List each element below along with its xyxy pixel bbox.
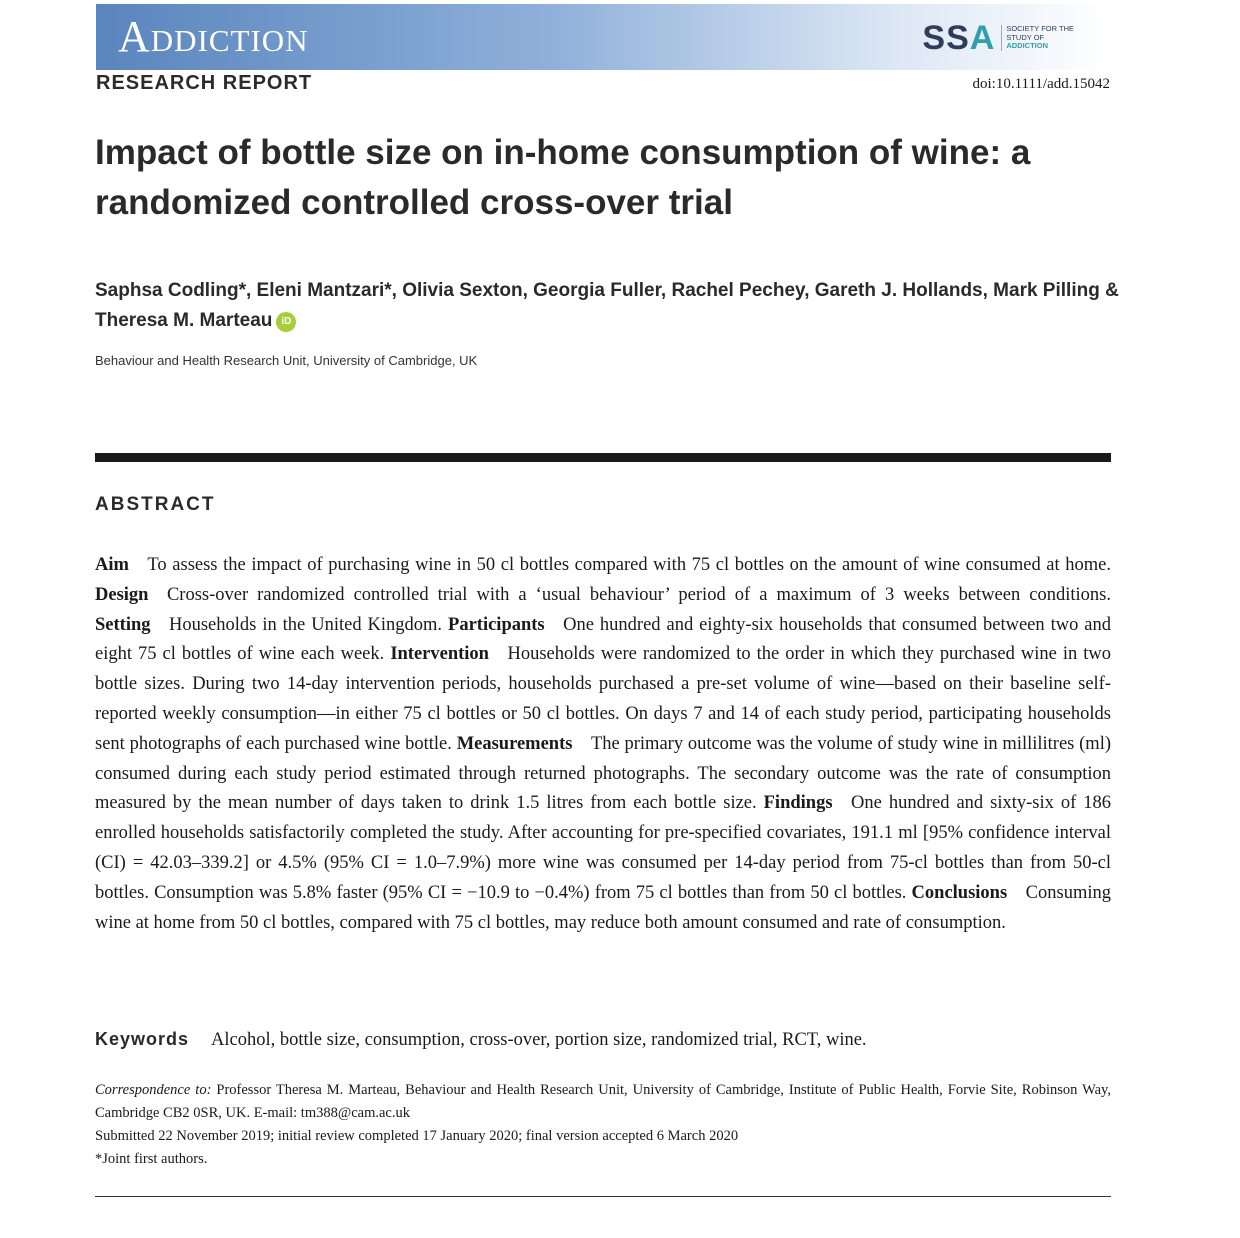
orcid-icon[interactable]: iD <box>276 312 296 332</box>
submission-dates: Submitted 22 November 2019; initial review completed 17 January 2020; final version accepted 6 March 2020 <box>95 1128 739 1144</box>
author-names: Saphsa Codling*, Eleni Mantzari*, Olivia Sexton, Georgia Fuller, Rachel Pechey, Gareth J. Hollands, Mark Pilling & Theresa M. Marteau <box>95 280 1119 331</box>
section-divider <box>95 453 1111 462</box>
ssa-tagline-line-1: SOCIETY FOR THE <box>1006 24 1074 34</box>
abstract-label-conclusions: Conclusions <box>911 882 1008 903</box>
report-type-label: RESEARCH REPORT <box>96 72 313 94</box>
abstract-body <box>95 551 1111 938</box>
abstract-text-design: Cross-over randomized controlled trial with a ‘usual behaviour’ period of a maximum of 3 weeks between conditions. <box>166 584 1111 605</box>
abstract-text-participants: One hundred and eighty-six households that consumed between two and eight 75 cl bottles of wine each week. <box>95 614 1112 665</box>
ssa-tagline-line-3: ADDICTION <box>1006 41 1049 51</box>
bottom-divider <box>95 1196 1111 1197</box>
abstract-label-intervention: Intervention <box>390 644 489 665</box>
keywords <box>95 1025 1111 1054</box>
abstract-text-intervention: Households were randomized to the order in which they purchased wine in two bottle sizes. During two 14-day intervention periods, households purchased a pre-set volume of wine—based on their baseline self-reported weekly consumption—in either 75 cl bottles or 50 cl bottles. On days 7 and 14 of each study period, participating households sent photographs of each purchased wine bottle. <box>95 644 1112 754</box>
abstract-label-design: Design <box>95 584 149 605</box>
keywords-text: Alcohol, bottle size, consumption, cross-over, portion size, randomized trial, RCT, wine. <box>211 1030 867 1050</box>
correspondence-label: Correspondence to: <box>95 1082 212 1098</box>
abstract-label-participants: Participants <box>448 614 545 635</box>
abstract-label-setting: Setting <box>95 614 151 635</box>
ssa-logo-letter-accent: A <box>969 19 996 57</box>
ssa-logo-letters-dark: SS <box>922 19 970 57</box>
abstract-text-findings: One hundred and sixty-six of 186 enrolled households satisfactorily completed the study. After accounting for pre-specified covariates, 191.1 ml [95% confidence interval (CI) = 42.03–339.2] or 4.5% (95% CI = 1.0–7.9%) more wine was consumed per 14-day period from 75-cl bottles than from 50-cl bottles. Consumption was 5.8% faster (95% CI = −10.9 to −0.4%) from 75 cl bottles than from 50 cl bottles. <box>95 793 1111 903</box>
abstract-label-aim: Aim <box>95 555 129 575</box>
ssa-logo-letters <box>922 20 995 56</box>
article-title: Impact of bottle size on in-home consumption of wine: a randomized controlled cross-over trial <box>95 133 1031 222</box>
correspondence-text: Professor Theresa M. Marteau, Behaviour and Health Research Unit, University of Cambridge, Institute of Public Health, Forvie Site, Robinson Way, Cambridge CB2 0SR, UK. E-mail: tm388@cam.ac.uk <box>95 1082 1111 1121</box>
joint-authors-note: *Joint first authors. <box>95 1151 208 1167</box>
ssa-logo-tagline <box>1001 25 1074 51</box>
journal-banner <box>96 4 1110 70</box>
affiliation: Behaviour and Health Research Unit, University of Cambridge, UK <box>95 353 478 368</box>
ssa-logo <box>922 18 1074 58</box>
footnotes <box>95 1079 1111 1171</box>
abstract-text-setting: Households in the United Kingdom. <box>169 614 443 635</box>
correspondence <box>95 1079 1111 1125</box>
keywords-label: Keywords <box>95 1029 190 1049</box>
abstract-text-conclusions: Consuming wine at home from 50 cl bottles, compared with 75 cl bottles, may reduce both amount consumed and rate of consumption. <box>95 882 1111 933</box>
journal-name: Addiction <box>118 12 309 61</box>
abstract-text-aim: To assess the impact of purchasing wine in 50 cl bottles compared with 75 cl bottles on the amount of wine consumed at home. <box>147 555 1111 575</box>
abstract-heading: ABSTRACT <box>95 494 216 515</box>
abstract-text-measurements: The primary outcome was the volume of study wine in millilitres (ml) consumed during each study period estimated through returned photographs. The secondary outcome was the rate of consumption measured by the mean number of days taken to drink 1.5 litres from each bottle size. <box>95 733 1111 814</box>
doi[interactable]: doi:10.1111/add.15042 <box>972 76 1110 92</box>
ssa-tagline-line-2: STUDY OF <box>1006 32 1045 42</box>
abstract-label-findings: Findings <box>763 793 833 814</box>
author-list <box>95 276 1125 336</box>
abstract-label-measurements: Measurements <box>456 733 573 754</box>
